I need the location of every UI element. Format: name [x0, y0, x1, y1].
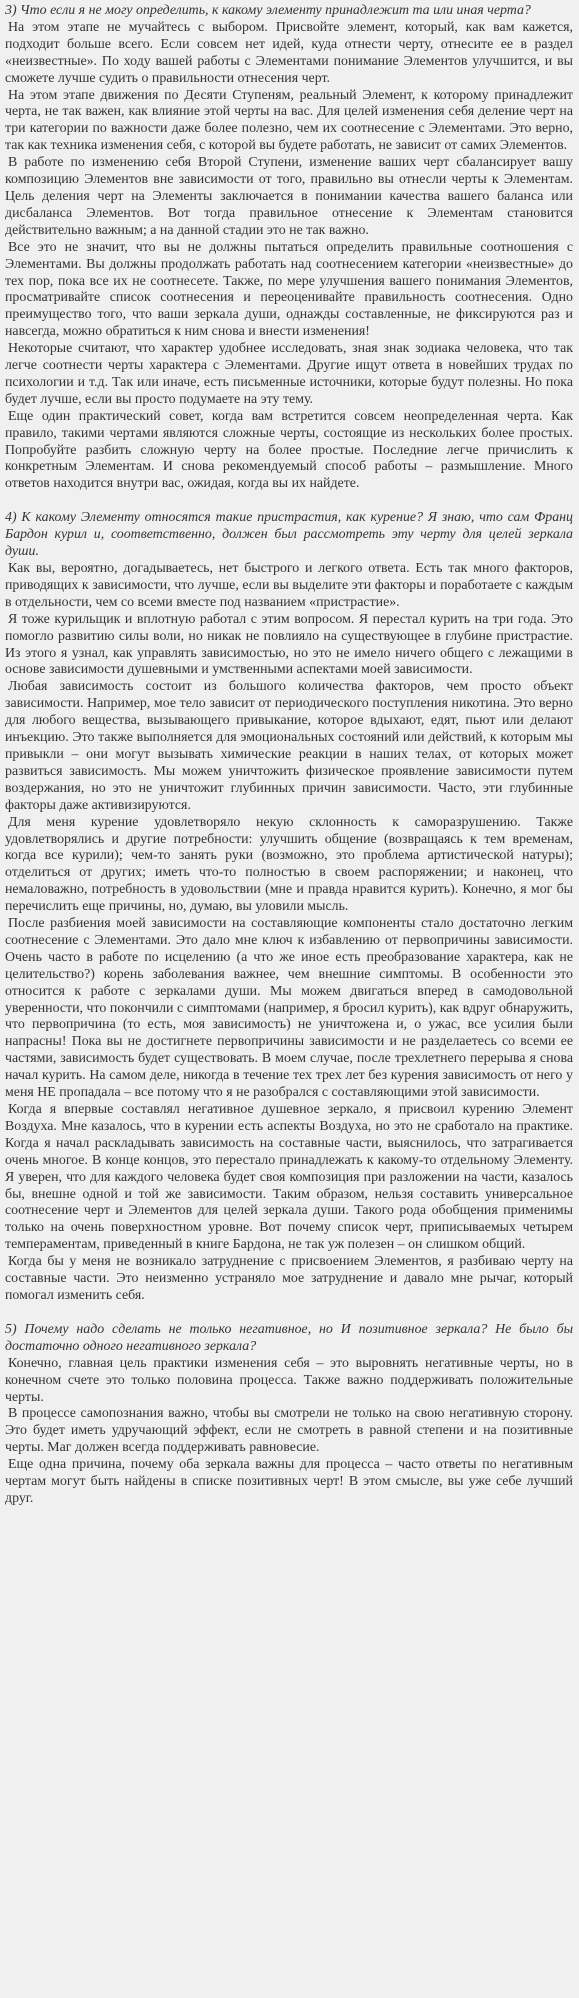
paragraph: Еще один практический совет, когда вам встретится совсем неопределенная черта. Как правило, такими чертами являются сложные черты, состоящие из нескольких более простых. Попробуйте разбить сложную черту на более простые. Последние легче причислить к конкретным Элементам. И снова рекомендуемый способ работы – размышление. Много ответов находится внутри вас, ожидая, когда вы их найдете.	[5, 408, 573, 492]
paragraph: На этом этапе движения по Десяти Ступеням, реальный Элемент, к которому принадлежит черта, не так важен, как влияние этой черты на вас. Для целей изменения себя деление черт на три категории по важности даже более полезно, чем их соотнесение с Элементами. Это верно, так как техника изменения себя, с которой вы будете работать, не зависит от самих Элементов.	[5, 87, 573, 154]
question-4: 4) К какому Элементу относятся такие пристрастия, как курение? Я знаю, что сам Франц Бардон курил и, соответственно, должен был рассмотреть эту черту для целей зеркала души.	[5, 510, 573, 560]
section-gap	[5, 1305, 573, 1322]
paragraph: Для меня курение удовлетворяло некую склонность к саморазрушению. Также удовлетворялись и другие потребности: улучшить общение (возвращаясь к тем временам, когда все курили); чем-то занять руки (возможно, это проблема артистической натуры); отделиться от других; иметь что-то полностью в своем распоряжении; и наконец, что немаловажно, потребность в удовольствии (мне и правда нравится курить). Конечно, я мог бы перечислить еще причины, но, думаю, вы уловили мысль.	[5, 814, 573, 915]
question-5: 5) Почему надо сделать не только негативное, но И позитивное зеркала? Не было бы достаточно одного негативного зеркала?	[5, 1321, 573, 1354]
paragraph: Конечно, главная цель практики изменения себя – это выровнять негативные черты, но в конечном счете это только половина процесса. Также важно поддерживать положительные черты.	[5, 1355, 573, 1405]
question-3: 3) Что если я не могу определить, к какому элементу принадлежит та или иная черта?	[5, 3, 531, 18]
paragraph: Некоторые считают, что характер удобнее исследовать, зная знак зодиака человека, что так легче соотнести черты характера с Элементами. Другие ищут ответа в новейших трудах по психологии и т.д. Так или иначе, есть письменные источники, которые будут полезны. Но пока будет лучше, если вы просто подумаете на эту тему.	[5, 341, 573, 407]
section-gap	[5, 493, 573, 510]
paragraph: Я тоже курильщик и вплотную работал с этим вопросом. Я перестал курить на три года. Это помогло развитию силы воли, но никак не повлияло на существующее в глубине пристрастие. Из этого я узнал, как управлять зависимостью, но это не имело ничего общего с лежащими в основе зависимости душевными и умственными аспектами моей зависимости.	[5, 611, 573, 678]
paragraph: На этом этапе не мучайтесь с выбором. Присвойте элемент, который, как вам кажется, подходит больше всего. Если совсем нет идей, куда отнести черту, отнесите ее в раздел «неизвестные». По ходу вашей работы с Элементами понимание Элементов улучшится, и вы сможете лучше судить о правильности отнесения черт.	[5, 19, 573, 86]
paragraph: В процессе самопознания важно, чтобы вы смотрели не только на свою негативную сторону. Это будет иметь удручающий эффект, если не смотреть в равной степени и на позитивные черты. Маг должен всегда поддерживать равновесие.	[5, 1406, 573, 1456]
paragraph: Любая зависимость состоит из большого количества факторов, чем просто объект зависимости. Например, мое тело зависит от периодического поступления никотина. Это верно для любого вещества, вызывающего привыкание, которое вдыхают, едят, пьют или делают инъекцию. Это также выполняется для эмоциональных состояний или действий, к которым мы привыкли – они могут вызывать химические реакции в наших телах, от которых может развиться зависимость. Мы можем уничтожить физическое проявление зависимости путем воздержания, но это не уничтожит глубинных причин зависимости. Часто, эти глубинные факторы даже активизируются.	[5, 679, 573, 813]
paragraph: В работе по изменению себя Второй Ступени, изменение ваших черт сбалансирует вашу композицию Элементов вне зависимости от того, правильно вы отнесли черты к Элементам. Цель деления черт на Элементы заключается в понимании качества вашего баланса или дисбаланса Элементов. Вот тогда правильное отнесение к Элементам становится действительно важным; а на данной стадии это не так важно.	[5, 155, 573, 238]
paragraph: Когда бы у меня не возникало затруднение с присвоением Элементов, я разбиваю черту на составные части. Это неизменно устраняло мое затруднение и давало мне рычаг, который помогал изменить себя.	[5, 1254, 573, 1303]
paragraph: Когда я впервые составлял негативное душевное зеркало, я присвоил курению Элемент Воздуха. Мне казалось, что в курении есть аспекты Воздуха, но это не сработало на практике. Когда я начал раскладывать зависимость на составные части, выяснилось, что затрагивается очень многое. В конце концов, это перестало принадлежать к какому-то отдельному Элементу. Я уверен, что для каждого человека будет своя композиция при разложении на части, казалось бы, внешне одной и той же зависимости. Таким образом, нельзя составить универсальное соотнесение черт и Элементов для целей зеркала души. Такого рода обобщения применимы только на очень поверхностном уровне. Вот почему список черт, приписываемых четырем темпераментам, приведенный в книге Бардона, не так уж полезен – он слишком общий.	[5, 1102, 573, 1253]
paragraph: После разбиения моей зависимости на составляющие компоненты стало достаточно легким соотнесение с Элементами. Это дало мне ключ к избавлению от первопричины зависимости. Очень часто в работе по исцелению (а что же иное есть преобразование характера, как не целительство?) корень заболевания важнее, чем внешние симптомы. В особенности это относится к работе с зеркалами души. Мы можем двигаться вперед в самодовольной уверенности, что покончили с симптомами (например, я бросил курить), как вдруг обнаружить, что первопричина (то есть, моя зависимость) не уничтожена и, о ужас, все усилия были напрасны! Пока вы не достигнете первопричины зависимости и не разделаетесь со всеми ее частями, зависимость будет существовать. В моем случае, после трехлетнего перерыва я снова начал курить. На самом деле, никогда в течение тех трех лет без курения зависимость от него у меня НЕ пропадала – все потому что я не разобрался с составляющими этой зависимости.	[5, 916, 573, 1101]
paragraph: Все это не значит, что вы не должны пытаться определить правильные соотношения с Элементами. Вы должны продолжать работать над соотнесением категории «неизвестные» до тех пор, пока все их не соотнесете. Также, по мере улучшения вашего понимания Элементов, просматривайте список соотнесения и переоценивайте правильность соотнесения. Одно преимущество того, что ваши зеркала души, однажды составленные, не фиксируются раз и навсегда, можно обратиться к ним снова и внести изменения!	[5, 239, 573, 340]
document-page	[5, 3, 573, 1508]
paragraph: Еще одна причина, почему оба зеркала важны для процесса – часто ответы по негативным чертам могут быть найдены в списке позитивных черт! В этом смысле, вы уже себе лучший друг.	[5, 1457, 573, 1506]
paragraph: Как вы, вероятно, догадываетесь, нет быстрого и легкого ответа. Есть так много факторов, приводящих к зависимости, что лучше, если вы выделите эти факторы и поработаете с каждым в отдельности, чем со всеми вместе под названием «пристрастие».	[5, 561, 573, 610]
